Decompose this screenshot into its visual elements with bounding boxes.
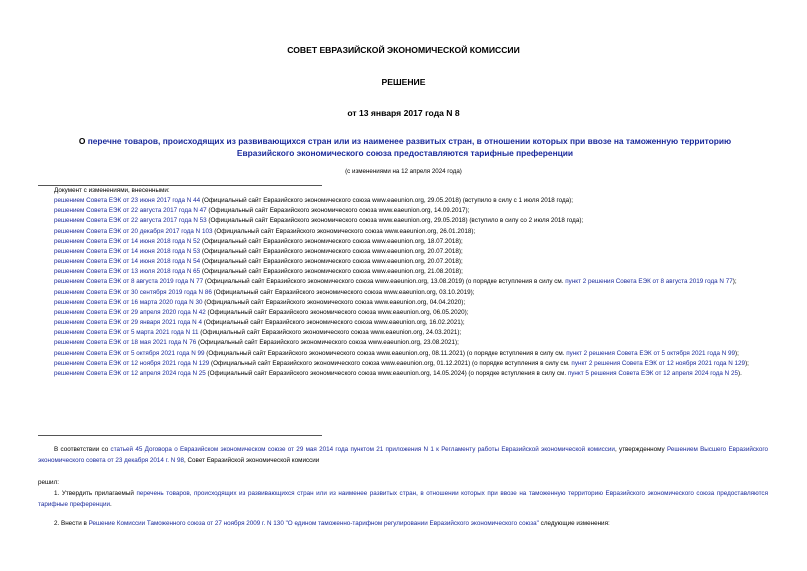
change-item [38, 349, 773, 359]
bottom-divider [38, 435, 322, 436]
amending-decision-link[interactable]: решением Совета ЕЭК от 14 июня 2018 года N 52 [54, 237, 201, 245]
change-item-tail: ); [735, 349, 739, 357]
preamble-text-c: , утвержденному [614, 446, 667, 453]
change-item [38, 298, 773, 308]
amending-decision-link[interactable]: решением Совета ЕЭК от 22 августа 2017 года N 53 [54, 217, 207, 225]
amending-decision-link[interactable]: решением Совета ЕЭК от 30 сентября 2019 года N 86 [54, 288, 212, 296]
amending-decision-link[interactable]: решением Совета ЕЭК от 13 июля 2018 года N 65 [54, 268, 201, 276]
change-item [38, 328, 773, 338]
amending-decision-link[interactable]: решением Совета ЕЭК от 12 апреля 2024 года N 25 [54, 369, 206, 377]
change-item [38, 359, 773, 369]
change-item [38, 216, 773, 226]
regulation-clause-link[interactable]: пунктом 21 приложения N 1 к Регламенту работы Евразийской экономической комиссии [350, 446, 615, 453]
change-item-text: (Официальный сайт Евразийского экономического союза www.eaeunion.org, 29.05.2018) (вступило в силу со 2 июля 2018 года); [206, 217, 584, 225]
change-item [38, 369, 773, 379]
change-item-text: (Официальный сайт Евразийского экономического союза www.eaeunion.org, 23.08.2021); [196, 339, 459, 347]
amending-decision-link[interactable]: решением Совета ЕЭК от 16 марта 2020 года N 30 [54, 298, 203, 306]
clause-1-text-a: 1. Утвердить прилагаемый [54, 490, 137, 497]
treaty-article-link[interactable]: статьей 45 Договора о Евразийском экономическом союзе от 29 мая 2014 года [110, 446, 349, 453]
change-item-text: (Официальный сайт Евразийского экономического союза www.eaeunion.org, 08.11.2021) (о порядке вступления в силу см. [204, 349, 567, 357]
change-item-tail: ); [732, 278, 737, 286]
change-item [38, 206, 773, 216]
preamble-text-d: , Совет Евразийской экономической комиссии [184, 456, 320, 464]
title-link[interactable]: перечне товаров, происходящих из развивающихся стран или из наименее развитых стран, в отношении которых при ввозе на таможенную территорию Евразийского экономического союза предоставляются тарифные преференции [87, 136, 732, 158]
change-item [38, 288, 773, 298]
supreme-council-decision-link[interactable]: Решением Высшего Евразийского экономического совета от 23 декабря 2014 г. N 98 [38, 446, 768, 464]
date-number-heading: от 13 января 2017 года N 8 [347, 108, 460, 118]
clause-2-paragraph [38, 519, 768, 530]
clause-2-text-b: следующие изменения: [538, 520, 610, 527]
change-item-text: (Официальный сайт Евразийского экономического союза www.eaeunion.org, 20.07.2018); [200, 247, 463, 255]
change-item-text: (Официальный сайт Евразийского экономического союза www.eaeunion.org, 04.04.2020); [202, 298, 466, 306]
change-item [38, 267, 773, 277]
change-item-tail: ). [737, 369, 742, 377]
edition-note: (с изменениями на 12 апреля 2024 года) [345, 168, 462, 175]
change-item [38, 257, 773, 267]
amending-decision-link[interactable]: решением Совета ЕЭК от 14 июня 2018 года N 53 [54, 247, 201, 255]
document-title [60, 136, 750, 159]
customs-union-decision-link[interactable]: Решение Комиссии Таможенного союза от 27 ноября 2009 г. N 130 "О едином таможенно-тарифном регулировании Евразийского экономического союза" [88, 520, 539, 527]
goods-list-link[interactable]: перечень товаров, происходящих из развивающихся стран или из наименее развитых стран, в отношении которых при ввозе на таможенную территорию Евразийского экономического союза предоставляются тарифные преференции [38, 490, 768, 508]
change-item [38, 338, 773, 348]
change-item-text: (Официальный сайт Евразийского экономического союза www.eaeunion.org, 06.05.2020); [205, 308, 469, 316]
amending-decision-link[interactable]: решением Совета ЕЭК от 29 апреля 2020 года N 42 [54, 308, 206, 316]
entry-into-force-link[interactable]: пункт 2 решения Совета ЕЭК от 8 августа 2019 года N 77 [565, 278, 733, 286]
change-item-text: (Официальный сайт Евразийского экономического союза www.eaeunion.org, 21.08.2018); [200, 268, 463, 276]
amending-decision-link[interactable]: решением Совета ЕЭК от 12 ноября 2021 года N 129 [54, 359, 210, 367]
change-item [38, 308, 773, 318]
changes-list [38, 186, 773, 379]
amending-decision-link[interactable]: решением Совета ЕЭК от 29 января 2021 года N 4 [54, 319, 202, 327]
change-item [38, 227, 773, 237]
clause-1-paragraph [38, 489, 768, 510]
change-item-text: (Официальный сайт Евразийского экономического союза www.eaeunion.org, 24.03.2021); [198, 329, 462, 337]
amending-decision-link[interactable]: решением Совета ЕЭК от 14 июня 2018 года N 54 [54, 258, 201, 266]
change-item-text: (Официальный сайт Евразийского экономического союза www.eaeunion.org, 14.05.2024) (о порядке вступления в силу см. [205, 369, 568, 377]
entry-into-force-link[interactable]: пункт 2 решения Совета ЕЭК от 12 ноября 2021 года N 129 [571, 359, 746, 367]
change-item-text: (Официальный сайт Евразийского экономического союза www.eaeunion.org, 26.01.2018); [212, 227, 476, 235]
change-item-text: (Официальный сайт Евразийского экономического союза www.eaeunion.org, 18.07.2018); [200, 237, 463, 245]
resolved-label: решил: [38, 479, 59, 486]
document-type-heading: РЕШЕНИЕ [381, 77, 426, 87]
amending-decision-link[interactable]: решением Совета ЕЭК от 23 июня 2017 года N 44 [54, 197, 201, 205]
preamble-paragraph [38, 445, 768, 466]
change-item-text: (Официальный сайт Евразийского экономического союза www.eaeunion.org, 20.07.2018); [200, 258, 463, 266]
change-item-text: (Официальный сайт Евразийского экономического союза www.eaeunion.org, 14.09.2017); [206, 207, 470, 215]
change-item [38, 196, 773, 206]
changes-lead: Документ с изменениями, внесенными: [54, 187, 170, 194]
clause-2-text-a: 2. Внести в [54, 520, 89, 527]
change-item-text: (Официальный сайт Евразийского экономического союза www.eaeunion.org, 29.05.2018) (вступило в силу с 1 июля 2018 года); [200, 197, 574, 205]
amending-decision-link[interactable]: решением Совета ЕЭК от 5 октября 2021 года N 99 [54, 349, 205, 357]
entry-into-force-link[interactable]: пункт 5 решения Совета ЕЭК от 12 апреля 2024 года N 25 [567, 369, 738, 377]
change-item [38, 277, 773, 287]
entry-into-force-link[interactable]: пункт 2 решения Совета ЕЭК от 5 октября 2021 года N 99 [566, 349, 736, 357]
change-item-text: (Официальный сайт Евразийского экономического союза www.eaeunion.org, 01.12.2021) (о порядке вступления в силу см. [209, 359, 572, 367]
change-item [38, 237, 773, 247]
change-item-text: (Официальный сайт Евразийского экономического союза www.eaeunion.org, 03.10.2019); [211, 288, 475, 296]
issuer-heading: СОВЕТ ЕВРАЗИЙСКОЙ ЭКОНОМИЧЕСКОЙ КОМИССИИ [287, 45, 520, 55]
amending-decision-link[interactable]: решением Совета ЕЭК от 8 августа 2019 года N 77 [54, 278, 204, 286]
change-item-text: (Официальный сайт Евразийского экономического союза www.eaeunion.org, 16.02.2021); [201, 319, 465, 327]
amending-decision-link[interactable]: решением Совета ЕЭК от 20 декабря 2017 года N 103 [54, 227, 213, 235]
change-item-tail: ); [745, 359, 749, 367]
amending-decision-link[interactable]: решением Совета ЕЭК от 5 марта 2021 года N 11 [54, 329, 199, 337]
amending-decision-link[interactable]: решением Совета ЕЭК от 22 августа 2017 года N 47 [54, 207, 207, 215]
clause-1-text-b: . [110, 500, 112, 508]
preamble-text-a: В соответствии со [54, 446, 111, 453]
change-item [38, 247, 773, 257]
change-item-text: (Официальный сайт Евразийского экономического союза www.eaeunion.org, 13.08.2019) (о порядке вступления в силу см. [203, 278, 566, 286]
amending-decision-link[interactable]: решением Совета ЕЭК от 18 мая 2021 года N 76 [54, 339, 197, 347]
title-prefix: О [78, 136, 86, 146]
change-item [38, 318, 773, 328]
